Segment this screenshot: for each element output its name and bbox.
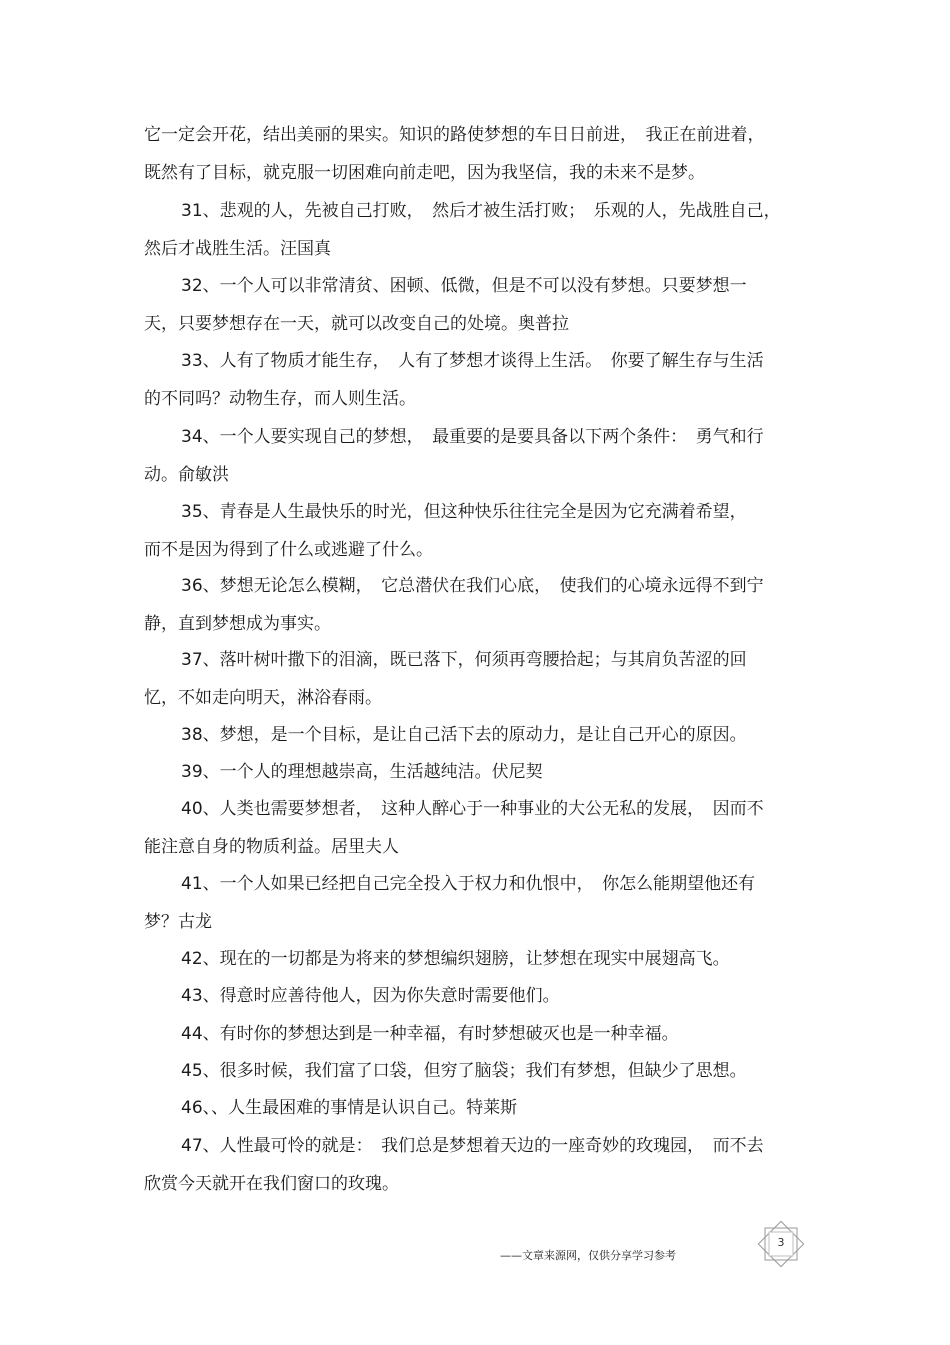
quote-34 xyxy=(144,418,808,494)
text-line: 44、有时你的梦想达到是一种幸福，有时梦想破灭也是一种幸福。 xyxy=(181,1024,679,1044)
footer-note: ——文章来源网，仅供分享学习参考 xyxy=(500,1249,676,1262)
text-line: 36、梦想无论怎么模糊， 它总潜伏在我们心底， 使我们的心境永远得不到宁 xyxy=(181,576,764,596)
quote-47 xyxy=(144,1127,808,1203)
text-line: 37、落叶树叶撒下的泪滴，既已落下，何须再弯腰拾起；与其肩负苦涩的回 xyxy=(181,650,747,670)
quote-46 xyxy=(144,1089,808,1127)
quote-35 xyxy=(144,493,808,569)
text-line: 既然有了目标，就克服一切困难向前走吧，因为我坚信，我的未来不是梦。 xyxy=(144,163,705,183)
text-line: 忆，不如走向明天，淋浴春雨。 xyxy=(144,688,382,708)
quote-44 xyxy=(144,1015,808,1053)
text-line: 它一定会开花，结出美丽的果实。知识的路使梦想的车日日前进， 我正在前进着， xyxy=(144,125,765,145)
page-number: 3 xyxy=(777,1236,785,1249)
quote-33 xyxy=(144,342,808,418)
text-line: 而不是因为得到了什么或逃避了什么。 xyxy=(144,540,433,560)
quote-45 xyxy=(144,1052,808,1090)
text-line: 41、一个人如果已经把自己完全投入于权力和仇恨中， 你怎么能期望他还有 xyxy=(181,874,756,894)
text-line: 39、一个人的理想越崇高，生活越纯洁。伏尼契 xyxy=(181,762,543,782)
text-line: 34、一个人要实现自己的梦想， 最重要的是要具备以下两个条件： 勇气和行 xyxy=(181,427,764,447)
quote-37 xyxy=(144,641,808,717)
text-line: 能注意自身的物质利益。居里夫人 xyxy=(144,837,399,857)
text-line: 45、很多时候，我们富了口袋，但穷了脑袋；我们有梦想，但缺少了思想。 xyxy=(181,1061,747,1081)
quote-39 xyxy=(144,753,808,791)
text-line: 31、悲观的人，先被自己打败， 然后才被生活打败； 乐观的人，先战胜自己， xyxy=(181,201,781,221)
text-line: 35、青春是人生最快乐的时光，但这种快乐往往完全是因为它充满着希望， xyxy=(181,502,747,522)
text-line: 42、现在的一切都是为将来的梦想编织翅膀，让梦想在现实中展翅高飞。 xyxy=(181,949,730,969)
paragraph-continuation xyxy=(144,116,808,192)
text-line: 38、梦想，是一个目标，是让自己活下去的原动力，是让自己开心的原因。 xyxy=(181,725,747,745)
quote-32 xyxy=(144,267,808,343)
quote-42 xyxy=(144,940,808,978)
text-line: 47、人性最可怜的就是： 我们总是梦想着天边的一座奇妙的玫瑰园， 而不去 xyxy=(181,1136,764,1156)
quote-40 xyxy=(144,790,808,866)
text-line: 46、、人生最困难的事情是认识自己。特莱斯 xyxy=(181,1098,518,1118)
text-line: 的不同吗？动物生存，而人则生活。 xyxy=(144,389,416,409)
text-line: 43、得意时应善待他人，因为你失意时需要他们。 xyxy=(181,986,560,1006)
text-line: 然后才战胜生活。汪国真 xyxy=(144,239,331,259)
text-line: 33、人有了物质才能生存， 人有了梦想才谈得上生活。 你要了解生存与生活 xyxy=(181,351,764,371)
text-line: 40、人类也需要梦想者， 这种人醉心于一种事业的大公无私的发展， 因而不 xyxy=(181,799,764,819)
text-line: 32、一个人可以非常清贫、困顿、低微，但是不可以没有梦想。只要梦想一 xyxy=(181,276,747,296)
text-line: 动。俞敏洪 xyxy=(144,465,229,485)
quote-31 xyxy=(144,192,808,268)
quote-43 xyxy=(144,977,808,1015)
text-line: 天，只要梦想存在一天，就可以改变自己的处境。奥普拉 xyxy=(144,314,569,334)
quote-41 xyxy=(144,865,808,941)
quote-38 xyxy=(144,716,808,754)
text-line: 静，直到梦想成为事实。 xyxy=(144,614,331,634)
quote-36 xyxy=(144,567,808,643)
text-line: 梦？古龙 xyxy=(144,912,212,932)
text-line: 欣赏今天就开在我们窗口的玫瑰。 xyxy=(144,1174,399,1194)
